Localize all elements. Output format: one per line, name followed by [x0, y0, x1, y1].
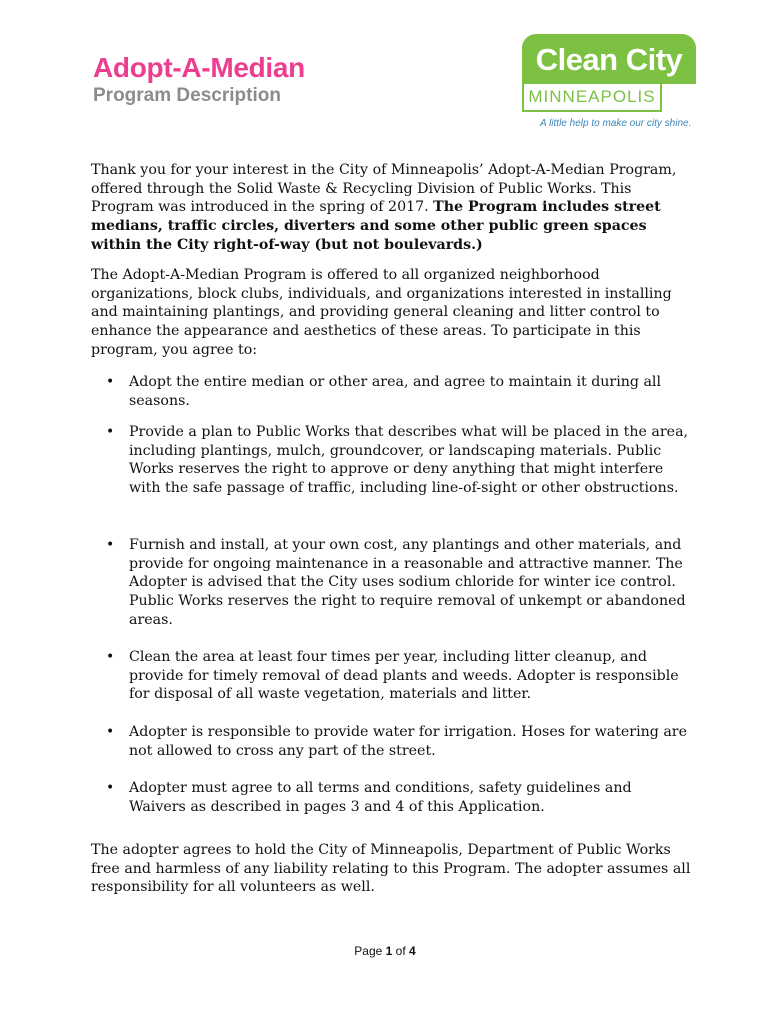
logo-minneapolis: MINNEAPOLIS: [522, 84, 662, 112]
page-subtitle: Program Description: [93, 85, 281, 106]
bullet-icon: •: [106, 537, 115, 553]
list-item-text: Provide a plan to Public Works that describes what will be placed in the area, including plantings, mulch, groundcover, or landscaping materials. Public Works reserves the right to approve or deny anything that might interfere with the safe passage of traffic, including line-of-sight or other obstructions.: [129, 424, 689, 497]
bullet-icon: •: [106, 424, 115, 440]
list-item-text: Furnish and install, at your own cost, any plantings and other materials, and provide for ongoing maintenance in a reasonable and attractive manner. The Adopter is advised that the City uses sodium chloride for winter ice control. Public Works reserves the right to require removal of unkempt or abandoned areas.: [129, 537, 686, 628]
page-current: 1: [385, 944, 393, 958]
bullet-icon: •: [106, 649, 115, 665]
bullet-icon: •: [106, 724, 115, 740]
logo-clean-city: Clean City: [522, 34, 696, 84]
page-number: [0, 944, 770, 958]
intro-bold-text: The Program includes street medians, traffic circles, diverters and some other public green spaces within the City right-of-way (but not boulevards.): [91, 199, 661, 253]
intro-paragraph: [91, 161, 691, 255]
list-item-text: Clean the area at least four times per year, including litter cleanup, and provide for timely removal of dead plants and weeds. Adopter is responsible for disposal of all waste vegetation, materials and litter.: [129, 649, 679, 703]
logo-tagline: A little help to make our city shine.: [540, 118, 692, 129]
list-item-text: Adopter must agree to all terms and conditions, safety guidelines and Waivers as described in pages 3 and 4 of this Application.: [129, 780, 632, 815]
page-label: Page: [354, 944, 383, 958]
participation-paragraph: The Adopt-A-Median Program is offered to all organized neighborhood organizations, block clubs, individuals, and organizations interested in installing and maintaining plantings, and providing general cleaning and litter control to enhance the appearance and aesthetics of these areas. To participate in this program, you agree to:: [91, 267, 672, 358]
list-item-text: Adopt the entire median or other area, and agree to maintain it during all seasons.: [129, 374, 662, 409]
bullet-icon: •: [106, 374, 115, 390]
bullet-icon: •: [106, 780, 115, 796]
list-item-text: Adopter is responsible to provide water for irrigation. Hoses for watering are not allowed to cross any part of the street.: [129, 724, 687, 759]
clean-city-logo: [522, 34, 700, 132]
page-of: of: [395, 944, 406, 958]
intro-text: Thank you for your interest in the City of Minneapolis’ Adopt-A-Median Program, offered through the Solid Waste & Recycling Division of Public Works. This Program was introduced in the spring of 2017.: [91, 162, 677, 216]
page-title: Adopt-A-Median: [93, 52, 305, 83]
closing-paragraph: The adopter agrees to hold the City of Minneapolis, Department of Public Works free and harmless of any liability relating to this Program. The adopter assumes all responsibility for all volunteers as well.: [91, 842, 691, 896]
page-total: 4: [409, 944, 416, 958]
